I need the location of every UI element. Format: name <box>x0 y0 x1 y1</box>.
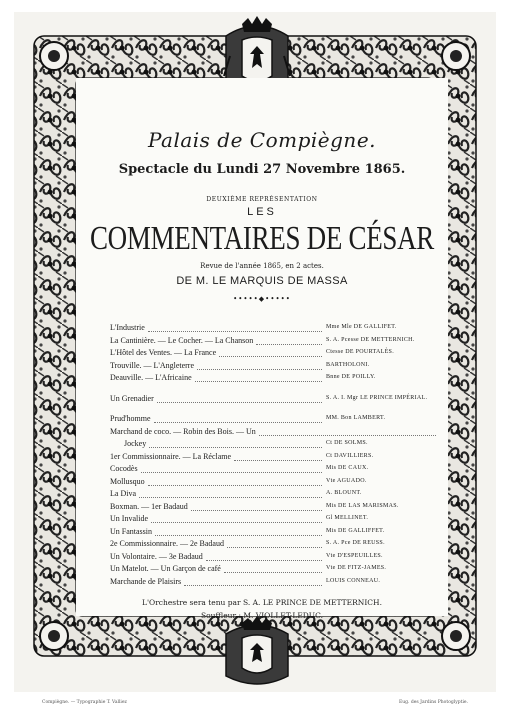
leader-dots <box>157 402 322 403</box>
cast-row <box>110 439 436 452</box>
cast-role: Mollusquo <box>110 476 145 486</box>
cast-actor: Mme Mle DE GALLIFET. <box>326 324 397 330</box>
leader-dots <box>148 331 322 332</box>
cast-role: La Diva <box>110 489 136 498</box>
cast-row <box>110 552 436 565</box>
cast-row <box>110 323 436 336</box>
cast-row <box>110 502 436 515</box>
play-subtitle: Revue de l'année 1865, en 2 actes. <box>200 262 324 270</box>
cast-row <box>110 564 436 577</box>
ornament-divider: •••••◆••••• <box>233 295 291 303</box>
play-author: DE M. LE MARQUIS DE MASSA <box>176 275 348 287</box>
leader-dots <box>197 369 322 370</box>
cast-row <box>110 464 436 477</box>
cast-actor: BARTHOLONI. <box>326 361 370 368</box>
cast-actor: Ct DAVILLIERS. <box>326 452 374 459</box>
cast-role: 1er Commissionnaire. — La Réclame <box>110 451 232 461</box>
cast-role: 2e Commissionnaire. — 2e Badaud <box>110 539 224 548</box>
prompter-credit: Souffleur : M. VIOLLET-LEDUC. <box>201 611 323 620</box>
cast-row <box>110 361 436 374</box>
leader-dots <box>234 460 322 461</box>
representation-label: DEUXIÈME REPRÉSENTATION <box>206 196 318 203</box>
printer-credit-right: Eug. des Jardins Photoglyptie. <box>398 700 468 705</box>
cast-actor: LOUIS CONNEAU. <box>326 577 381 584</box>
cast-row <box>110 514 436 527</box>
cast-actor: Mis DE LAS MARISMAS. <box>326 502 399 509</box>
cast-role: Un Invalide <box>110 514 148 523</box>
leader-dots <box>195 381 322 382</box>
cast-actor: Ctesse DE POURTALÈS. <box>326 349 394 355</box>
cast-row <box>110 477 436 490</box>
cast-row <box>110 452 436 465</box>
leader-dots <box>155 535 322 536</box>
cast-role: Boxman. — 1er Badaud <box>110 501 188 511</box>
cast-role: Prud'homme <box>110 414 151 423</box>
cast-role: Jockey <box>124 439 147 448</box>
cast-row <box>110 414 436 427</box>
cast-actor: Ct DE SOLMS. <box>326 440 368 446</box>
leader-dots <box>154 422 322 423</box>
cast-row <box>110 577 436 590</box>
cast-role: Marchande de Plaisirs <box>110 576 182 586</box>
leader-dots <box>151 522 322 523</box>
cast-role: Un Fantassin <box>110 526 152 536</box>
cast-row <box>110 489 436 502</box>
cast-actor: Bnne DE POILLY. <box>326 374 376 380</box>
leader-dots <box>139 497 322 498</box>
orchestra-credit: L'Orchestre sera tenu par S. A. LE PRINCE DE METTERNICH. <box>142 598 382 607</box>
leader-dots <box>219 356 322 357</box>
cast-actor: S. A. I. Mgr LE PRINCE IMPÉRIAL. <box>326 394 428 401</box>
program-panel <box>76 78 448 620</box>
leader-dots <box>191 510 322 511</box>
leader-dots <box>224 572 322 573</box>
cast-role: Marchand de coco. — Robin des Bois. — Un <box>110 426 256 436</box>
cast-role: Un Matelot. — Un Garçon de café <box>110 564 221 573</box>
cast-role: La Cantinière. — Le Cocher. — La Chanson <box>110 335 254 345</box>
play-title: COMMENTAIRES DE CÉSAR <box>89 219 435 257</box>
cast-actor: MM. Bon LAMBERT. <box>326 415 386 421</box>
cast-role: Deauville. — L'Africaine <box>110 373 192 382</box>
leader-dots <box>227 547 322 548</box>
cast-role: Trouville. — L'Angleterre <box>110 360 195 370</box>
cast-role: L'Industrie <box>110 323 145 332</box>
cast-row <box>110 394 436 407</box>
cast-actor: Vte DE FITZ-JAMES. <box>326 565 387 571</box>
cast-actor: Vte AGUADO. <box>326 477 367 484</box>
cast-role: L'Hôtel des Ventes. — La France <box>110 348 217 357</box>
cast-actor: Vte D'ESPEUILLES. <box>326 552 383 559</box>
cast-actor: Mis DE GALLIFFET. <box>326 527 385 534</box>
leader-dots <box>259 435 436 436</box>
title-article: LES <box>247 206 277 218</box>
cast-row <box>110 348 436 361</box>
cast-row <box>110 427 436 440</box>
cast-actor: S. A. Pce DE REUSS. <box>326 540 385 546</box>
cast-actor: A. BLOUNT. <box>326 490 362 496</box>
cast-actor: Gl MELLINET. <box>326 515 369 521</box>
venue-heading: Palais de Compiègne. <box>147 128 377 152</box>
cast-actor: S. A. Pcesse DE METTERNICH. <box>326 336 415 343</box>
program-sheet <box>14 12 496 705</box>
imperial-crest-bottom-icon <box>222 616 292 692</box>
leader-dots <box>206 560 322 561</box>
cast-actor: Mis DE CAUX. <box>326 465 369 471</box>
cast-role: Un Grenadier <box>110 393 154 403</box>
cast-role: Un Volontaire. — 3e Badaud <box>110 551 203 561</box>
leader-dots <box>149 447 322 448</box>
cast-role: Cocodès <box>110 464 138 473</box>
performance-date: Spectacle du Lundi 27 Novembre 1865. <box>118 162 406 177</box>
cast-row <box>110 373 436 386</box>
leader-dots <box>184 585 322 586</box>
cast-row <box>110 539 436 552</box>
cast-list <box>110 323 436 589</box>
cast-row <box>110 336 436 349</box>
leader-dots <box>141 472 322 473</box>
leader-dots <box>256 344 322 345</box>
leader-dots <box>148 485 322 486</box>
cast-row <box>110 527 436 540</box>
printer-credit-left: Compiègne. — Typographie T. Valliez <box>42 700 127 705</box>
